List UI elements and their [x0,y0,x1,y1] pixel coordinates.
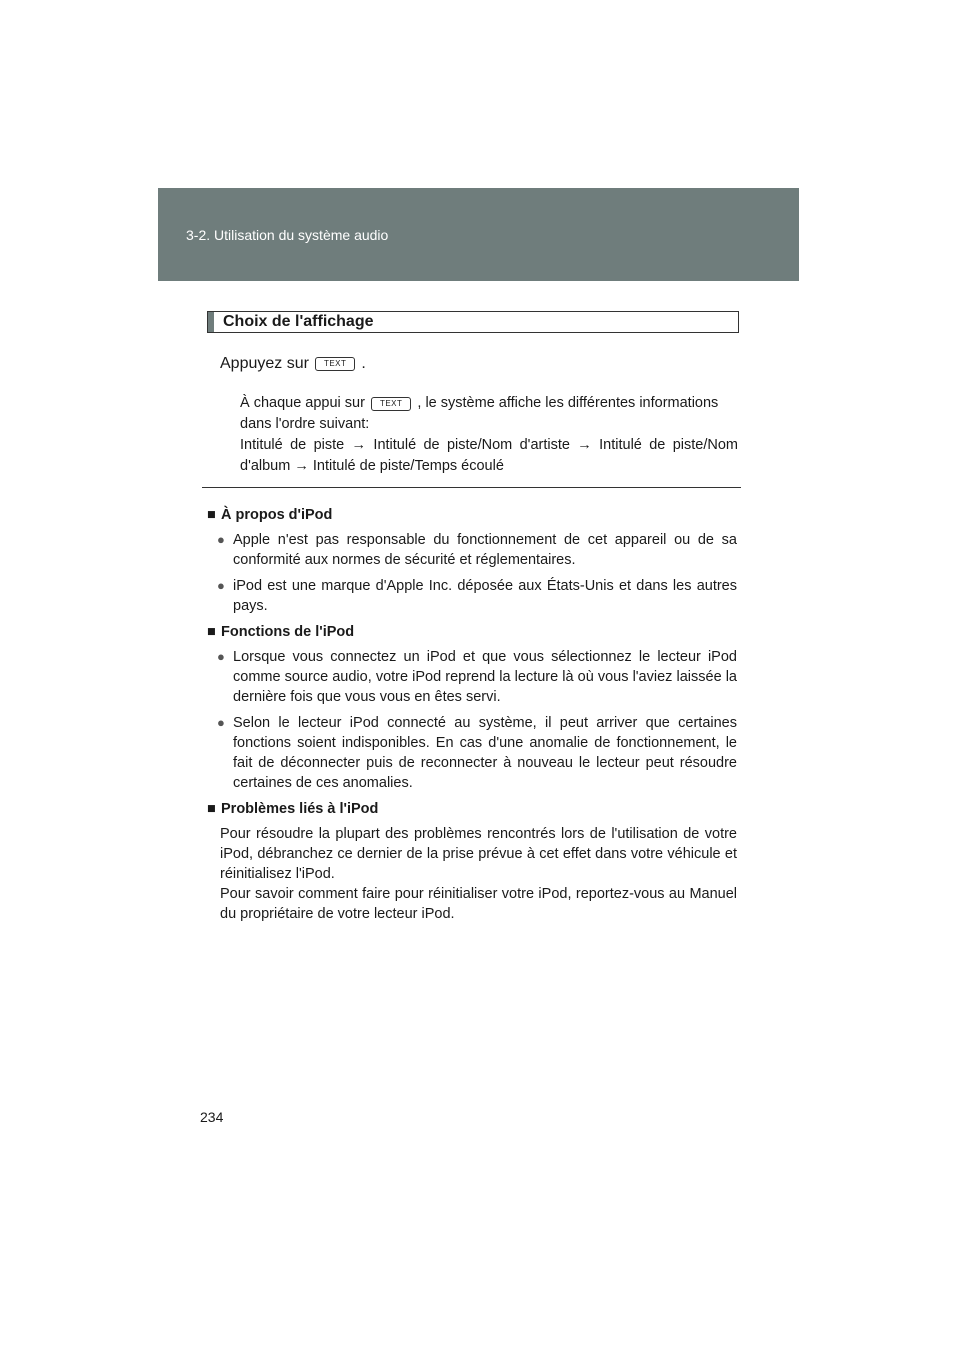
problems-paragraph-1: Pour résoudre la plupart des problèmes rencontrés lors de l'utilisation de votre iPod, débranchez ce dernier de la prise prévue à cet effet dans votre véhicule et réinitialisez l'iPod. [220,826,737,882]
instruction-end: . [361,355,366,372]
section-title: Choix de l'affichage [223,313,374,330]
circle-bullet-icon: ● [217,578,225,593]
circle-bullet-icon: ● [217,715,225,730]
note-heading-ipod-functions: ■ Fonctions de l'iPod [207,624,355,640]
display-order-line-4: d'album → Intitulé de piste/Temps écoulé [240,458,504,474]
square-bullet-icon: ■ [207,624,216,640]
display-order-description [240,393,738,477]
text-button-icon: TEXT [371,397,411,411]
list-item: ● Lorsque vous connectez un iPod et que vous sélectionnez le lecteur iPod comme source audio, votre iPod reprend la lecture là où vous l'aviez laissée la dernière fois que vous vous en êtes servi. [207,647,737,707]
list-item: ● Apple n'est pas responsable du fonctionnement de cet appareil ou de sa conformité aux normes de sécurité et réglementaires. [207,530,737,570]
note-heading-ipod-problems: ■ Problèmes liés à l'iPod [207,801,379,817]
chapter-title: 3-2. Utilisation du système audio [186,227,389,243]
text-button-icon: TEXT [315,357,355,371]
list-item: ● iPod est une marque d'Apple Inc. déposée aux États-Unis et dans les autres pays. [207,576,737,616]
note-heading-ipod-about: ■ À propos d'iPod [207,507,333,523]
divider [202,487,741,488]
display-order-line-2: dans l'ordre suivant: [240,416,370,432]
list-item: ● Selon le lecteur iPod connecté au système, il peut arriver que certaines fonctions soient indisponibles. En cas d'une anomalie de fonctionnement, le fait de déconnecter puis de reconnecter à nouveau le lecteur peut résoudre certaines de ces anomalies. [207,713,737,793]
chapter-header [158,188,799,281]
section-heading [207,311,739,333]
notes-section [207,505,737,924]
display-order-line-1: À chaque appui sur TEXT , le système affiche les différentes informations [240,395,719,411]
square-bullet-icon: ■ [207,507,216,523]
display-order-line-3: Intitulé de piste → Intitulé de piste/Nom d'artiste → Intitulé de piste/Nom [240,437,738,453]
square-bullet-icon: ■ [207,801,216,817]
problems-paragraph-2: Pour savoir comment faire pour réinitialiser votre iPod, reportez-vous au Manuel du propriétaire de votre lecteur iPod. [220,886,737,922]
circle-bullet-icon: ● [217,649,225,664]
page-number: 234 [200,1109,224,1125]
circle-bullet-icon: ● [217,532,225,547]
section-heading-bar [208,312,214,332]
instruction [220,355,366,373]
instruction-text: Appuyez sur [220,355,309,372]
